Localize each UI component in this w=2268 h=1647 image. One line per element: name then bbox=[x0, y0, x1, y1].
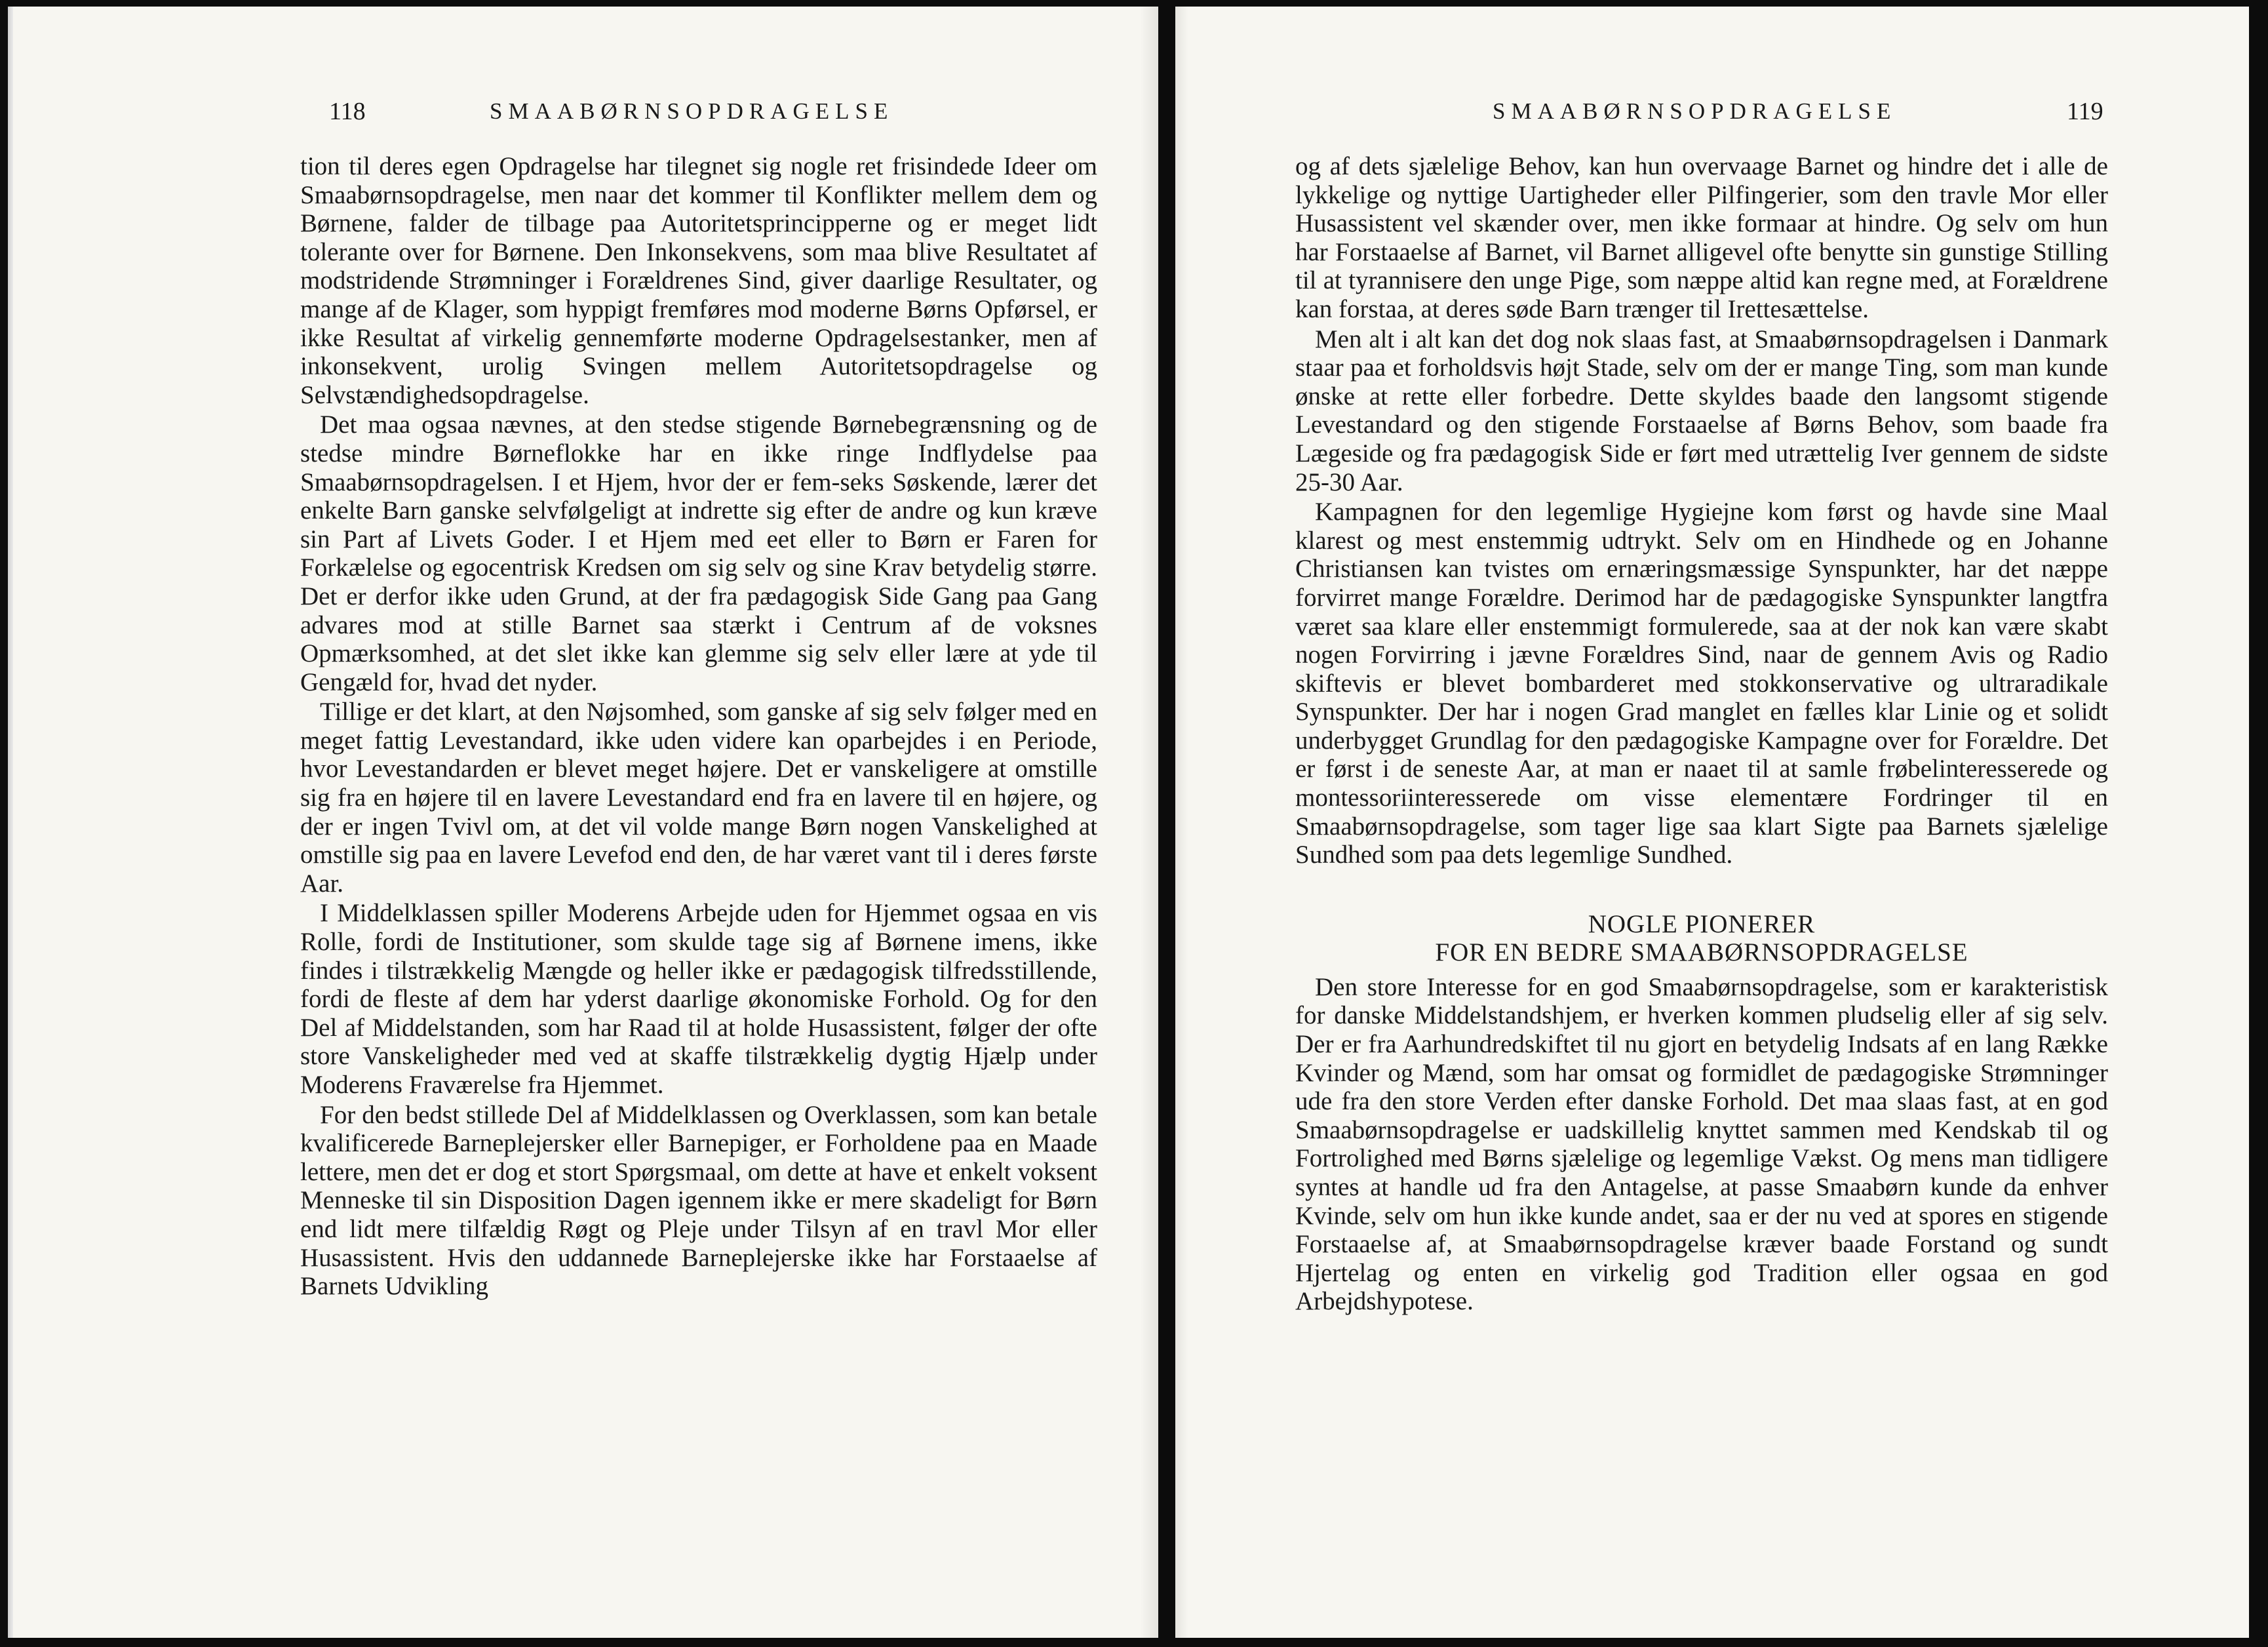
page-edge bbox=[8, 7, 13, 1638]
section-heading-line-1: NOGLE PIONERER bbox=[1588, 909, 1816, 938]
paragraph: og af dets sjælelige Behov, kan hun overvaage Barnet og hindre det i alle de lykkelige og nyttige Uartigheder eller Pilfingerier, som den travle Mor eller Husassistent vel skænder over, men ikke formaar at hindre. Og selv om hun har Forstaaelse af Barnet, vil Barnet alligevel ofte benytte sin gunstige Stilling til at tyrannisere den unge Pige, som næppe altid kan regne med, at Forældrene kan forstaa, at deres søde Barn trænger til Irettesættelse. bbox=[1295, 152, 2108, 323]
left-page bbox=[8, 7, 1158, 1638]
section-heading-line-2: FOR EN BEDRE SMAABØRNSOPDRAGELSE bbox=[1435, 938, 1968, 966]
right-text-block bbox=[1295, 152, 2108, 1316]
page-number: 119 bbox=[2067, 98, 2103, 125]
left-text-block bbox=[300, 152, 1097, 1301]
section-heading bbox=[1295, 910, 2108, 966]
gutter-shadow bbox=[1140, 7, 1158, 1638]
paragraph: Tillige er det klart, at den Nøjsomhed, som ganske af sig selv følger med en meget fattig Levestandard, ikke uden videre kan oparbejdes i en Periode, hvor Levestandarden er blevet meget højere. Det er vanskeligere at omstille sig fra en højere til en lavere Levestandard end fra en lavere til en højere, og der er ingen Tvivl om, at det vil volde mange Børn nogen Vanskelighed at omstille sig paa en lavere Levefod end den, de har været vant til i deres første Aar. bbox=[300, 698, 1097, 898]
running-head: SMAABØRNSOPDRAGELSE bbox=[490, 98, 894, 124]
paragraph: Det maa ogsaa nævnes, at den stedse stigende Børnebegrænsning og de stedse mindre Børneflokke har en ikke ringe Indflydelse paa Smaabørnsopdragelsen. I et Hjem, hvor der er fem-seks Søskende, lærer det enkelte Barn ganske selvfølgeligt at indrette sig efter de andre og kun kræve sin Part af Livets Goder. I et Hjem med eet eller to Børn er Faren for Forkælelse og egocentrisk Kredsen om sig selv og sine Krav betydelig større. Det er derfor ikke uden Grund, at der fra pædagogisk Side Gang paa Gang advares mod at stille Barnet saa stærkt i Centrum af de voksnes Opmærksomhed, at det slet ikke kan glemme sig selv eller lære at yde til Gengæld for, hvad det nyder. bbox=[300, 410, 1097, 696]
running-head: SMAABØRNSOPDRAGELSE bbox=[1493, 98, 1897, 124]
right-page bbox=[1175, 7, 2249, 1638]
paragraph: tion til deres egen Opdragelse har tilegnet sig nogle ret frisindede Ideer om Smaabørnsopdragelse, men naar det kommer til Konflikter mellem dem og Børnene, falder de tilbage paa Autoritetsprincipperne og er meget lidt tolerante over for Børnene. Den Inkonsekvens, som maa blive Resultatet af modstridende Strømninger i Forældrenes Sind, giver daarlige Resultater, og mange af de Klager, som hyppigt fremføres mod moderne Børns Opførsel, er ikke Resultat af virkelig gennemførte moderne Opdragelsestanker, men af inkonsekvent, urolig Svingen mellem Autoritetsopdragelse og Selvstændighedsopdragelse. bbox=[300, 152, 1097, 409]
paragraph: Men alt i alt kan det dog nok slaas fast, at Smaabørnsopdragelsen i Danmark staar paa et forholdsvis højt Stade, selv om der er mange Ting, som man kunde ønske at rette eller forbedre. Dette skyldes baade den langsomt stigende Levestandard og den stigende Forstaaelse af Børns Behov, som baade fra Lægeside og fra pædagogisk Side er ført med utrættelig Iver gennem de sidste 25-30 Aar. bbox=[1295, 325, 2108, 496]
page-number: 118 bbox=[329, 98, 366, 125]
paragraph: I Middelklassen spiller Moderens Arbejde uden for Hjemmet ogsaa en vis Rolle, fordi de Institutioner, som skulde tage sig af Børnene imens, ikke findes i tilstrækkelig Mængde og heller ikke er pædagogisk tilfredsstillende, fordi de fleste af dem har yderst daarlige økonomiske Forhold. Og for den Del af Middelstanden, som har Raad til at holde Husassistent, følger der ofte store Vanskeligheder med ved at skaffe tilstrækkelig dygtig Hjælp under Moderens Fraværelse fra Hjemmet. bbox=[300, 899, 1097, 1099]
gutter-shadow bbox=[1175, 7, 1188, 1638]
paragraph: Den store Interesse for en god Smaabørnsopdragelse, som er karakteristisk for danske Middelstandshjem, er hverken kommen pludselig eller af sig selv. Der er fra Aarhundredskiftet til nu gjort en betydelig Indsats af en lang Række Kvinder og Mænd, som har omsat og formidlet de pædagogiske Strømninger ude fra den store Verden efter danske Forhold. Det maa slaas fast, at en god Smaabørnsopdragelse er uadskillelig knyttet sammen med Kendskab til og Fortrolighed med Børns sjælelige og legemlige Vækst. Og mens man tidligere syntes at handle ud fra den Antagelse, at passe Smaabørn kunde da enhver Kvinde, selv om hun ikke kunde andet, saa er der nu ved at spores en stigende Forstaaelse af, at Smaabørnsopdragelse kræver baade Forstand og sundt Hjertelag og enten en virkelig god Tradition eller ogsaa en god Arbejdshypotese. bbox=[1295, 972, 2108, 1316]
paragraph: For den bedst stillede Del af Middelklassen og Overklassen, som kan betale kvalificerede Barneplejersker eller Barnepiger, er Forholdene paa en Maade lettere, men det er dog et stort Spørgsmaal, om dette at have et enkelt voksent Menneske til sin Disposition Dagen igennem ikke er mere skadeligt for Børn end lidt mere tilfældig Røgt og Pleje under Tilsyn af en travl Mor eller Husassistent. Hvis den uddannede Barneplejerske ikke har Forstaaelse af Barnets Udvikling bbox=[300, 1100, 1097, 1301]
paragraph: Kampagnen for den legemlige Hygiejne kom først og havde sine Maal klarest og mest enstemmig udtrykt. Selv om en Hindhede og en Johanne Christiansen kan tvistes om ernæringsmæssige Synspunkter, har det næppe forvirret mange Forældre. Derimod har de pædagogiske Synspunkter langtfra været saa klare eller enstemmigt formulerede, saa at der nok kan være skabt nogen Forvirring i jævne Forældres Sind, naar de gennem Avis og Radio skiftevis er blevet bombarderet med stokkonservative og ultraradikale Synspunkter. Der har i nogen Grad manglet en fælles klar Linie og et solidt underbygget Grundlag for den pædagogiske Kampagne over for Forældre. Det er først i de seneste Aar, at man er naaet til at samle frøbelinteresserede og montessoriinteresserede om visse elementære Fordringer til en Smaabørnsopdragelse, som tager lige saa klart Sigte paa Barnets sjælelige Sundhed som paa dets legemlige Sundhed. bbox=[1295, 498, 2108, 869]
